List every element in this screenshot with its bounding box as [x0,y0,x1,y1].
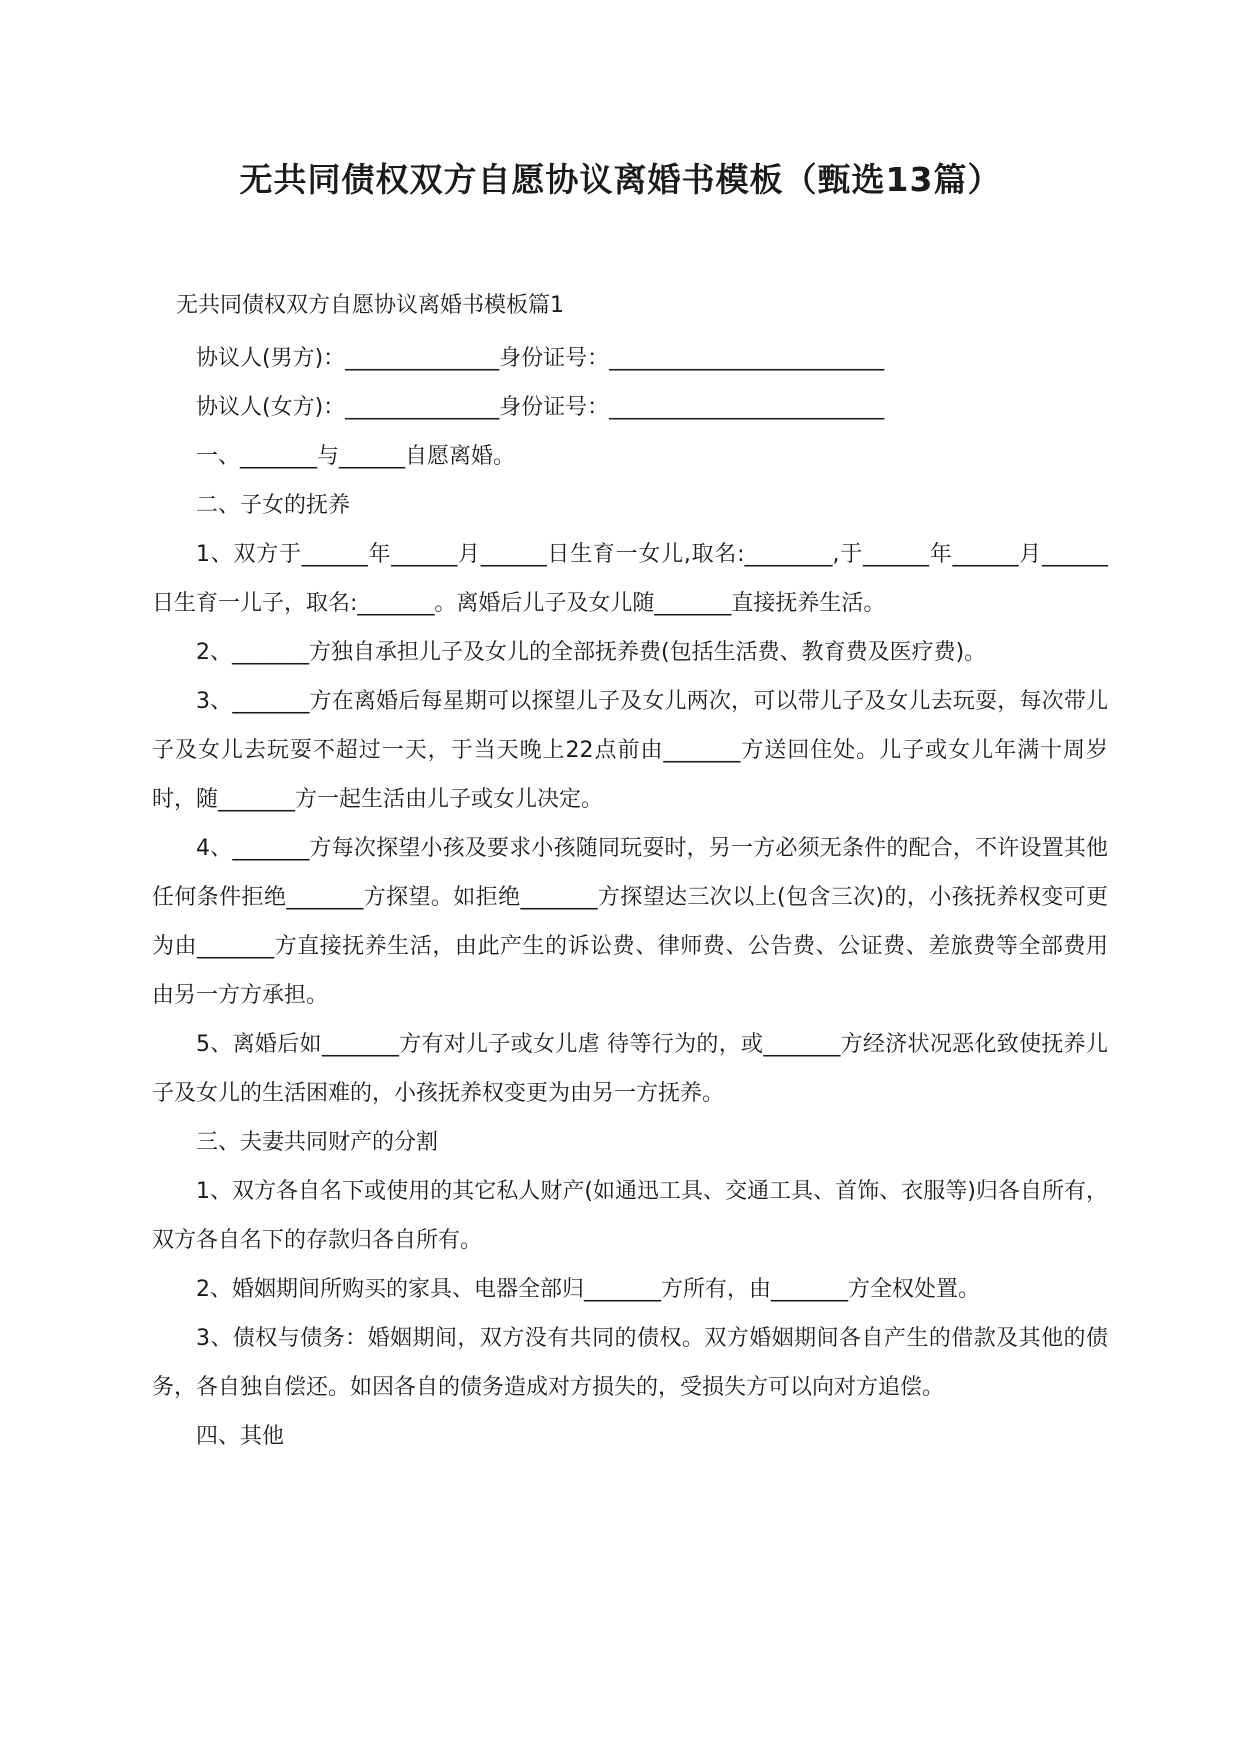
paragraph-divorce-statement: 一、_______与______自愿离婚。 [196,444,516,469]
document-title: 无共同债权双方自愿协议离婚书模板（甄选13篇） [239,160,1002,199]
paragraph-male-party: 协议人(男方)：______________身份证号：_________________________ [196,346,885,371]
heading-child-custody: 二、子女的抚养 [196,493,351,518]
section-heading: 无共同债权双方自愿协议离婚书模板篇1 [176,293,564,318]
paragraph-custody-change: 5、离婚后如_______方有对儿子或女儿虐 待等行为的，或_______方经济状况恶化致使抚养儿子及女儿的生活困难的，小孩抚养权变更为由另一方抚养。 [152,1032,1108,1106]
heading-other: 四、其他 [196,1424,285,1449]
paragraph-debts: 3、债权与债务：婚姻期间，双方没有共同的债权。双方婚姻期间各自产生的借款及其他的债务，各自独自偿还。如因各自的债务造成对方损失的，受损失方可以向对方追偿。 [152,1326,1108,1400]
paragraph-female-party: 协议人(女方)：______________身份证号：_________________________ [196,395,885,420]
paragraph-visitation: 3、_______方在离婚后每星期可以探望儿子及女儿两次，可以带儿子及女儿去玩耍，每次带儿子及女儿去玩耍不超过一天，于当天晚上22点前由_______方送回住处。儿子或女儿年满十周岁时，随_______方一起生活由儿子或女儿决定。 [152,689,1108,812]
heading-property-division: 三、夫妻共同财产的分割 [196,1130,439,1155]
paragraph-child-support: 2、_______方独自承担儿子及女儿的全部抚养费(包括生活费、教育费及医疗费)。 [196,640,987,665]
document-body [152,334,1108,1461]
paragraph-personal-property: 1、双方各自名下或使用的其它私人财产(如通迅工具、交通工具、首饰、衣服等)归各自所有，双方各自名下的存款归各自所有。 [152,1179,1108,1253]
paragraph-children-births: 1、双方于______年______月______日生育一女儿,取名:________,于______年______月______日生育一儿子，取名:_______。离婚后儿子及女儿随_______直接抚养生活。 [152,542,1108,616]
paragraph-furniture-appliances: 2、婚姻期间所购买的家具、电器全部归_______方所有，由_______方全权处置。 [196,1277,980,1302]
paragraph-visitation-cooperation: 4、_______方每次探望小孩及要求小孩随同玩耍时，另一方必须无条件的配合，不许设置其他任何条件拒绝_______方探望。如拒绝_______方探望达三次以上(包含三次)的，小孩抚养权变可更为由_______方直接抚养生活，由此产生的诉讼费、律师费、公告费、公证费、差旅费等全部费用由另一方方承担。 [152,836,1108,1008]
